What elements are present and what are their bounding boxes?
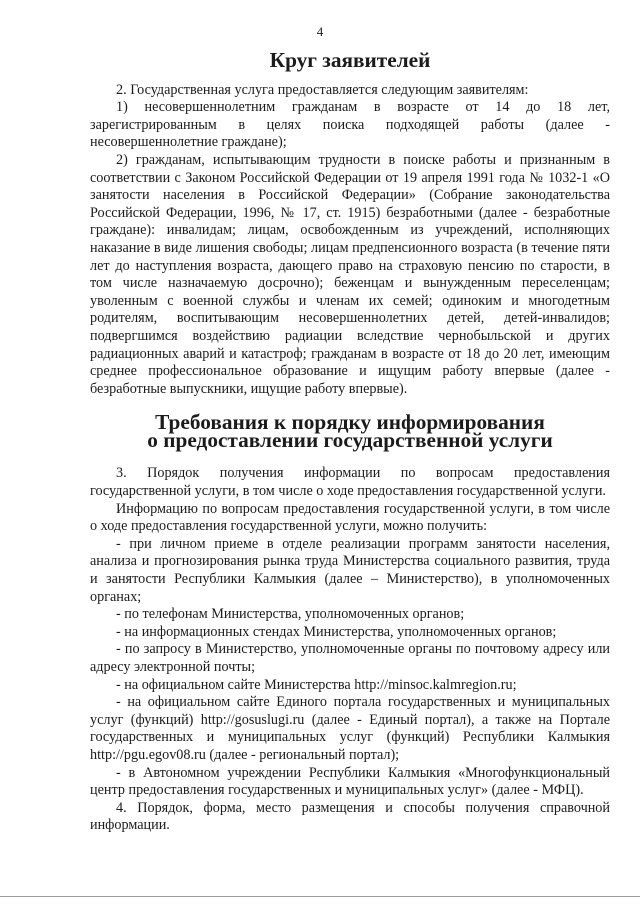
list-item-personal-reception: - при личном приеме в отделе реализации программ занятости населения, анализа и прогнозирования рынка труда Министерства социального развития, труда и занятости Республики Калмыкия (далее – Министерство), в уполномоченных органах; xyxy=(90,535,610,605)
list-item-mfc: - в Автономном учреждении Республики Калмыкия «Многофункциональный центр предоставления государственных и муниципальных услуг» (далее - МФЦ). xyxy=(90,764,610,799)
section-title-informing-line2: о предоставлении государственной услуги xyxy=(147,427,553,452)
list-item-info-stands: - на информационных стендах Министерства, уполномоченных органов; xyxy=(116,623,557,640)
paragraph-3: 3. Порядок получения информации по вопросам предоставления государственной услуги, в том числе о ходе предоставления государственной услуги. xyxy=(90,465,610,500)
page-bottom-edge xyxy=(0,896,640,897)
paragraph-2-item-1: 1) несовершеннолетним гражданам в возрасте от 14 до 18 лет, зарегистрированным в целях поиска подходящей работы (далее - несовершеннолетние граждане); xyxy=(90,99,610,151)
list-item-postal-request: - по запросу в Министерство, уполномоченные органы по почтовому адресу или адресу электронной почты; xyxy=(90,641,610,675)
paragraph-4: 4. Порядок, форма, место размещения и способы получения справочной информации. xyxy=(90,799,610,834)
paragraph-2: 2. Государственная услуга предоставляется следующим заявителям: xyxy=(116,81,529,98)
section-title-informing-line1: Требования к порядку информирования xyxy=(155,410,545,435)
list-item-ministry-site: - на официальном сайте Министерства http://minsoc.kalmregion.ru; xyxy=(116,676,517,693)
paragraph-info-intro: Информацию по вопросам предоставления государственной услуги, в том числе о ходе предоставления государственной услуги, можно получить: xyxy=(90,500,610,535)
list-item-unified-portal: - на официальном сайте Единого портала государственных и муниципальных услуг (функций) http://gosuslugi.ru (далее - Единый портал), а также на Портале государственных и муниципальных услуг (функций) Республики Калмыкия http://pgu.egov08.ru (далее - региональный портал); xyxy=(90,694,610,763)
list-item-phones: - по телефонам Министерства, уполномоченных органов; xyxy=(116,606,465,623)
section-title-applicants: Круг заявителей xyxy=(269,48,431,72)
section-title-informing xyxy=(90,410,610,452)
paragraph-2-item-2: 2) гражданам, испытывающим трудности в поиске работы и признанным в соответствии с Законом Российской Федерации от 19 апреля 1991 года № 1032-1 «О занятости населения в Российской Федерации» (Собрание законодательства Российской Федерации, 1996, № 17, ст. 1915) безработными (далее - безработные граждане): инвалидам; лицам, освобожденным из учреждений, исполняющих наказание в виде лишения свободы; лицам предпенсионного возраста (в течение пяти лет до наступления возраста, дающего право на страховую пенсию по старости, в том числе назначаемую досрочно); беженцам и вынужденным переселенцам; уволенным с военной службы и членам их семей; одиноким и многодетным родителям, воспитывающим несовершеннолетних детей, детей-инвалидов; подвергшимся воздействию радиации вследствие чернобыльской и других радиационных аварий и катастроф; гражданам в возрасте от 18 до 20 лет, имеющим среднее профессиональное образование и ищущим работу впервые (далее - безработные выпускники, ищущие работу впервые). xyxy=(90,151,610,397)
page-number: 4 xyxy=(316,24,324,39)
document-body xyxy=(90,48,610,835)
